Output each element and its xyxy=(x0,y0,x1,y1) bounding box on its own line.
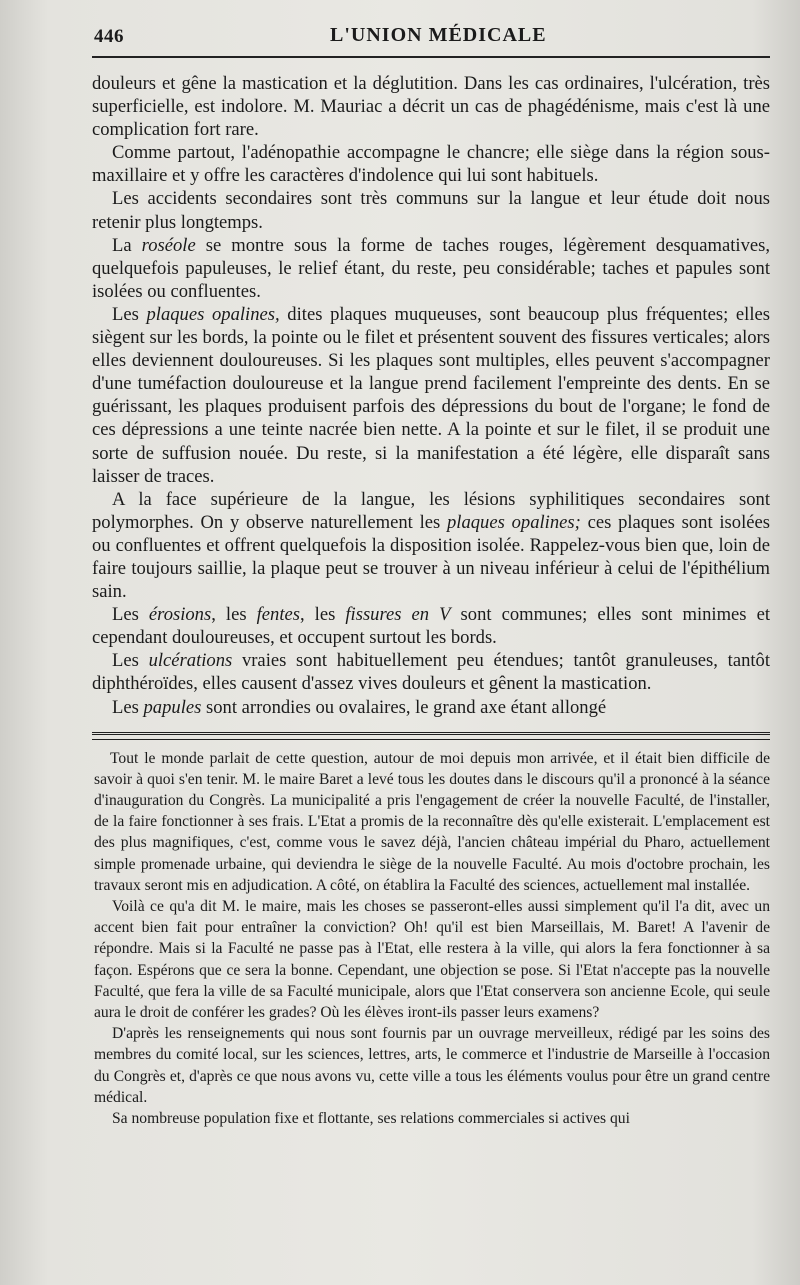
feuilleton-separator xyxy=(92,732,770,740)
feuilleton-paragraph: Sa nombreuse population fixe et flottante, ses relations commerciales si actives qui xyxy=(112,1110,630,1128)
paragraph: Les ulcérations vraies sont habituellement peu étendues; tantôt granuleuses, tantôt diphthéroïdes, elles causent d'assez vives douleurs et gênent la mastication. xyxy=(92,650,770,695)
paragraph: douleurs et gêne la mastication et la déglutition. Dans les cas ordinaires, l'ulcération, très superficielle, est indolore. M. Mauriac a décrit un cas de phagédénisme, mais c'est là une complication fort rare. xyxy=(92,73,770,141)
feuilleton-paragraph: Tout le monde parlait de cette question, autour de moi depuis mon arrivée, et il était bien difficile de savoir à quoi s'en tenir. M. le maire Baret a levé tous les doutes dans le discours qu'il a prononcé à la séance d'inauguration du Congrès. La municipalité a pris l'engagement de créer la nouvelle Faculté, de l'installer, de la faire fonctionner à ses frais. L'Etat a promis de la reconnaître dès qu'elle existerait. L'emplacement est des plus magnifiques, c'est, comme vous le savez déjà, l'ancien château impérial du Pharo, actuellement simple promenade urbaine, qui deviendra le siège de la nouvelle Faculté. Au mois d'octobre prochain, les travaux seront mis en adjudication. A côté, on établira la Faculté des sciences, actuellement mal installée. xyxy=(94,749,770,894)
article-body xyxy=(92,72,770,719)
paragraph: Les papules sont arrondies ou ovalaires, le grand axe étant allongé xyxy=(112,696,607,718)
feuilleton-section xyxy=(92,748,770,1130)
paragraph: Comme partout, l'adénopathie accompagne le chancre; elle siège dans la région sous-maxillaire et y offre les caractères d'indolence qui lui sont habituels. xyxy=(92,142,770,187)
journal-title: L'UNION MÉDICALE xyxy=(330,24,547,46)
page-header xyxy=(92,22,770,52)
feuilleton-paragraph: Voilà ce qu'a dit M. le maire, mais les choses se passeront-elles aussi simplement qu'il l'a dit, avec un accent bien fait pour entraîner la conviction? Oh! qu'il est bien Marseillais, M. Baret! A l'avenir de répondre. Mais si la Faculté ne passe pas à l'Etat, elle restera à la ville, qui alors la fera fonctionner à sa façon. Espérons que ce sera la bonne. Cependant, une objection se pose. Si l'Etat n'accepte pas la nouvelle Faculté, que fera la ville de sa Faculté municipale, alors que l'Etat conservera son ancienne Ecole, qui seule aura le droit de conférer les grades? Où les élèves iront-ils passer leurs examens? xyxy=(94,898,770,1022)
paragraph: Les plaques opalines, dites plaques muqueuses, sont beaucoup plus fréquentes; elles siègent sur les bords, la pointe ou le filet et présentent souvent des fissures verticales; alors elles deviennent douloureuses. Si les plaques sont multiples, elles peuvent s'accompagner d'une tuméfaction douloureuse et la langue prend facilement l'empreinte des dents. En se guérissant, les plaques produisent parfois des dépressions du bout de l'organe; le fond de ces dépressions a une teinte nacrée bien nette. A la pointe et sur le filet, il se produit une sorte de suffusion nouée. Du reste, si la manifestation a été légère, elle disparaît sans laisser de traces. xyxy=(92,303,770,487)
page-number: 446 xyxy=(94,26,124,47)
paragraph: A la face supérieure de la langue, les lésions syphilitiques secondaires sont polymorphes. On y observe naturellement les plaques opalines; ces plaques sont isolées ou confluentes et offrent quelquefois la disposition isolée. Rappelez-vous bien que, loin de faire toujours saillie, la plaque peut se trouver à un niveau inférieur à celui de l'épithélium sain. xyxy=(92,488,770,603)
header-rule xyxy=(92,56,770,58)
paragraph: La roséole se montre sous la forme de taches rouges, légèrement desquamatives, quelquefois papuleuses, le relief étant, du reste, peu considérable; taches et papules sont isolées ou confluentes. xyxy=(92,234,771,302)
feuilleton-paragraph: D'après les renseignements qui nous sont fournis par un ouvrage merveilleux, rédigé par les soins des membres du comité local, sur les sciences, lettres, arts, le commerce et l'industrie de Marseille à l'occasion du Congrès et, d'après ce que nous avons vu, cette ville a tous les éléments voulus pour être un grand centre médical. xyxy=(94,1025,770,1106)
paragraph: Les accidents secondaires sont très communs sur la langue et leur étude doit nous retenir plus longtemps. xyxy=(92,188,770,233)
paragraph: Les érosions, les fentes, les fissures en V sont communes; elles sont minimes et cependant douloureuses, et occupent surtout les bords. xyxy=(92,604,770,649)
